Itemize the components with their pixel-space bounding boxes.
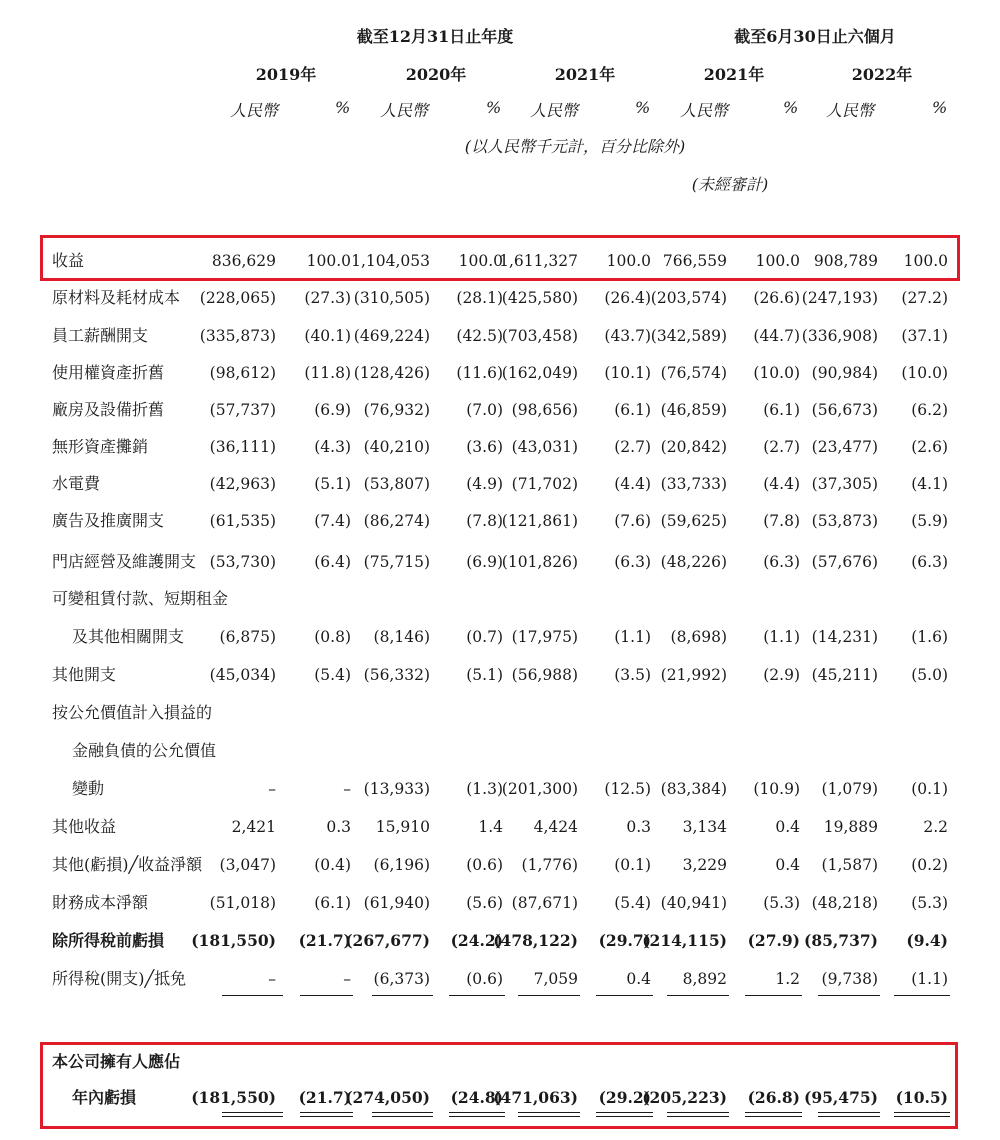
table-cell: (10.0) bbox=[901, 364, 948, 382]
table-cell: (181,550) bbox=[191, 931, 276, 950]
row-label: 按公允價值計入損益的 bbox=[52, 703, 213, 722]
row-label: 收益 bbox=[52, 251, 85, 270]
row-label: 金融負債的公允價值 bbox=[72, 741, 217, 760]
table-row bbox=[0, 812, 1000, 842]
table-cell: (128,426) bbox=[353, 364, 430, 382]
table-row bbox=[0, 622, 1000, 652]
table-cell: (17,975) bbox=[511, 628, 578, 646]
table-cell: (247,193) bbox=[801, 289, 878, 307]
table-cell: (6.3) bbox=[614, 553, 651, 571]
table-cell: (478,122) bbox=[493, 931, 578, 950]
subtotal-underline bbox=[518, 995, 580, 996]
table-cell: (21,992) bbox=[660, 666, 727, 684]
unit-pct-label: % bbox=[783, 98, 799, 117]
table-cell: (45,034) bbox=[209, 666, 276, 684]
table-cell: (6,875) bbox=[219, 628, 276, 646]
table-row bbox=[0, 850, 1000, 880]
table-cell: (71,702) bbox=[511, 475, 578, 493]
table-cell: (5.6) bbox=[466, 894, 503, 912]
table-cell: (6.1) bbox=[314, 894, 351, 912]
table-cell: (5.0) bbox=[911, 666, 948, 684]
row-label: 本公司擁有人應佔 bbox=[52, 1052, 181, 1071]
table-cell: (425,580) bbox=[501, 289, 578, 307]
table-cell: (48,226) bbox=[660, 553, 727, 571]
table-cell: (6,196) bbox=[373, 856, 430, 874]
row-label: 除所得稅前虧損 bbox=[52, 931, 165, 950]
table-cell: (7.0) bbox=[466, 401, 503, 419]
table-cell: (29.2) bbox=[598, 1088, 651, 1107]
row-label: 廣告及推廣開支 bbox=[52, 511, 165, 530]
table-cell: (335,873) bbox=[199, 327, 276, 345]
table-cell: 836,629 bbox=[211, 252, 276, 270]
period-full-year: 截至12月31日止年度 bbox=[356, 27, 514, 46]
table-cell: 2.2 bbox=[923, 818, 948, 836]
table-cell: 1,611,327 bbox=[499, 252, 578, 270]
table-cell: (46,859) bbox=[660, 401, 727, 419]
table-row bbox=[0, 283, 1000, 313]
table-cell: (45,211) bbox=[811, 666, 878, 684]
subtotal-underline bbox=[667, 995, 729, 996]
year-header: 2019年 bbox=[255, 65, 317, 84]
table-cell: (76,574) bbox=[660, 364, 727, 382]
table-cell: (51,018) bbox=[209, 894, 276, 912]
table-row bbox=[0, 698, 1000, 728]
table-cell: (21.7) bbox=[298, 931, 351, 950]
table-row bbox=[0, 736, 1000, 766]
row-label: 年內虧損 bbox=[72, 1088, 137, 1107]
table-cell: (44.7) bbox=[753, 327, 800, 345]
table-cell: (3.5) bbox=[614, 666, 651, 684]
table-cell: 0.4 bbox=[775, 856, 800, 874]
table-cell: (6.1) bbox=[763, 401, 800, 419]
table-row bbox=[0, 660, 1000, 690]
row-label: 其他(虧損)╱收益淨額 bbox=[52, 855, 203, 874]
table-cell: (53,730) bbox=[209, 553, 276, 571]
table-cell: (26.8) bbox=[747, 1088, 800, 1107]
table-cell: 0.3 bbox=[626, 818, 651, 836]
table-cell: – bbox=[268, 780, 276, 798]
table-row bbox=[0, 888, 1000, 918]
table-cell: (87,671) bbox=[511, 894, 578, 912]
table-cell: (10.0) bbox=[753, 364, 800, 382]
table-cell: (9,738) bbox=[821, 970, 878, 988]
table-cell: (56,332) bbox=[363, 666, 430, 684]
table-cell: (0.4) bbox=[314, 856, 351, 874]
table-cell: 908,789 bbox=[813, 252, 878, 270]
table-cell: (121,861) bbox=[501, 512, 578, 530]
table-cell: (40.1) bbox=[304, 327, 351, 345]
table-cell: 1.4 bbox=[478, 818, 503, 836]
table-cell: (76,932) bbox=[363, 401, 430, 419]
unit-pct-label: % bbox=[635, 98, 651, 117]
row-label: 水電費 bbox=[52, 474, 101, 493]
row-label: 門店經營及維護開支 bbox=[52, 552, 197, 571]
table-cell: (703,458) bbox=[501, 327, 578, 345]
table-cell: (162,049) bbox=[501, 364, 578, 382]
table-cell: (5.3) bbox=[911, 894, 948, 912]
table-cell: (5.9) bbox=[911, 512, 948, 530]
table-cell: (5.1) bbox=[466, 666, 503, 684]
table-cell: (13,933) bbox=[363, 780, 430, 798]
table-cell: (6.1) bbox=[614, 401, 651, 419]
table-cell: (2.9) bbox=[763, 666, 800, 684]
table-cell: (4.4) bbox=[614, 475, 651, 493]
highlight-box-loss-for-year bbox=[40, 1042, 958, 1129]
table-cell: (40,210) bbox=[363, 438, 430, 456]
table-row bbox=[0, 358, 1000, 388]
table-cell: 766,559 bbox=[662, 252, 727, 270]
table-cell: 0.4 bbox=[626, 970, 651, 988]
table-cell: (7.6) bbox=[614, 512, 651, 530]
table-cell: (6,373) bbox=[373, 970, 430, 988]
table-cell: (6.4) bbox=[314, 553, 351, 571]
table-cell: (9.4) bbox=[906, 931, 948, 950]
table-cell: (57,676) bbox=[811, 553, 878, 571]
table-row bbox=[0, 926, 1000, 956]
table-row bbox=[0, 964, 1000, 994]
table-cell: (40,941) bbox=[660, 894, 727, 912]
table-cell: (61,535) bbox=[209, 512, 276, 530]
table-cell: 19,889 bbox=[823, 818, 878, 836]
row-label: 無形資產攤銷 bbox=[52, 437, 149, 456]
table-cell: (90,984) bbox=[811, 364, 878, 382]
table-cell: (6.9) bbox=[314, 401, 351, 419]
table-cell: (75,715) bbox=[363, 553, 430, 571]
year-header: 2021年 bbox=[703, 65, 765, 84]
table-cell: (27.3) bbox=[304, 289, 351, 307]
table-cell: (6.9) bbox=[466, 553, 503, 571]
table-cell: (53,873) bbox=[811, 512, 878, 530]
row-label: 廠房及設備折舊 bbox=[52, 400, 165, 419]
subtotal-underline bbox=[300, 995, 353, 996]
period-six-months: 截至6月30日止六個月 bbox=[734, 27, 896, 46]
table-cell: (61,940) bbox=[363, 894, 430, 912]
table-cell: (85,737) bbox=[804, 931, 878, 950]
table-cell: (0.2) bbox=[911, 856, 948, 874]
table-cell: (203,574) bbox=[650, 289, 727, 307]
row-label: 變動 bbox=[72, 779, 105, 798]
table-cell: (469,224) bbox=[353, 327, 430, 345]
table-cell: (42,963) bbox=[209, 475, 276, 493]
table-cell: (23,477) bbox=[811, 438, 878, 456]
table-cell: (42.5) bbox=[456, 327, 503, 345]
row-label: 及其他相關開支 bbox=[72, 627, 185, 646]
table-cell: (29.7) bbox=[598, 931, 651, 950]
unit-rmb-label: 人民幣 bbox=[230, 101, 279, 120]
table-cell: (5.4) bbox=[314, 666, 351, 684]
table-cell: 0.3 bbox=[326, 818, 351, 836]
table-row bbox=[0, 395, 1000, 425]
table-cell: (10.1) bbox=[604, 364, 651, 382]
table-cell: 100.0 bbox=[755, 252, 800, 270]
row-label: 財務成本淨額 bbox=[52, 893, 149, 912]
table-cell: (4.3) bbox=[314, 438, 351, 456]
table-cell: (43.7) bbox=[604, 327, 651, 345]
table-cell: (6.2) bbox=[911, 401, 948, 419]
unit-rmb-label: 人民幣 bbox=[380, 101, 429, 120]
table-cell: (1,079) bbox=[821, 780, 878, 798]
year-header: 2022年 bbox=[851, 65, 913, 84]
subtotal-underline bbox=[372, 995, 433, 996]
table-cell: (336,908) bbox=[801, 327, 878, 345]
row-label: 員工薪酬開支 bbox=[52, 326, 149, 345]
row-label: 其他開支 bbox=[52, 665, 117, 684]
table-cell: (86,274) bbox=[363, 512, 430, 530]
table-row bbox=[0, 774, 1000, 804]
table-cell: (201,300) bbox=[501, 780, 578, 798]
table-cell: (36,111) bbox=[209, 438, 276, 456]
table-cell: (228,065) bbox=[199, 289, 276, 307]
table-cell: (7.8) bbox=[466, 512, 503, 530]
unit-rmb-label: 人民幣 bbox=[530, 101, 579, 120]
table-cell: – bbox=[343, 780, 351, 798]
table-row bbox=[0, 321, 1000, 351]
table-cell: – bbox=[268, 970, 276, 988]
subtotal-underline bbox=[222, 995, 283, 996]
row-label: 其他收益 bbox=[52, 817, 117, 836]
table-cell: (0.7) bbox=[466, 628, 503, 646]
table-cell: (59,625) bbox=[660, 512, 727, 530]
table-cell: (0.8) bbox=[314, 628, 351, 646]
table-row bbox=[0, 432, 1000, 462]
table-cell: (5.4) bbox=[614, 894, 651, 912]
table-cell: (95,475) bbox=[804, 1088, 878, 1107]
unit-pct-label: % bbox=[932, 98, 948, 117]
table-cell: (181,550) bbox=[191, 1088, 276, 1107]
subtotal-underline bbox=[894, 995, 950, 996]
table-cell: 0.4 bbox=[775, 818, 800, 836]
table-cell: (26.6) bbox=[753, 289, 800, 307]
table-cell: (83,384) bbox=[660, 780, 727, 798]
table-cell: (98,656) bbox=[511, 401, 578, 419]
table-cell: (342,589) bbox=[650, 327, 727, 345]
table-cell: (56,988) bbox=[511, 666, 578, 684]
table-cell: (0.1) bbox=[911, 780, 948, 798]
table-cell: (1.1) bbox=[911, 970, 948, 988]
table-cell: (28.1) bbox=[456, 289, 503, 307]
table-row bbox=[0, 547, 1000, 577]
table-row bbox=[0, 584, 1000, 614]
table-cell: (1.1) bbox=[614, 628, 651, 646]
table-cell: 3,229 bbox=[682, 856, 727, 874]
table-cell: (0.6) bbox=[466, 856, 503, 874]
subtotal-underline bbox=[818, 995, 880, 996]
row-label: 可變租賃付款、短期租金 bbox=[52, 589, 229, 608]
note-units: (以人民幣千元計，百分比除外) bbox=[464, 137, 686, 156]
table-cell: (1,587) bbox=[821, 856, 878, 874]
table-cell: (27.2) bbox=[901, 289, 948, 307]
table-cell: (6.3) bbox=[763, 553, 800, 571]
table-cell: 1,104,053 bbox=[351, 252, 430, 270]
year-header: 2021年 bbox=[554, 65, 616, 84]
row-label: 使用權資產折舊 bbox=[52, 363, 165, 382]
table-cell: (7.8) bbox=[763, 512, 800, 530]
unit-pct-label: % bbox=[486, 98, 502, 117]
table-cell: (4.1) bbox=[911, 475, 948, 493]
table-cell: (205,223) bbox=[642, 1088, 727, 1107]
table-cell: (33,733) bbox=[660, 475, 727, 493]
highlight-box-revenue bbox=[40, 235, 960, 281]
table-cell: (214,115) bbox=[642, 931, 727, 950]
table-cell: (10.9) bbox=[753, 780, 800, 798]
table-cell: (3,047) bbox=[219, 856, 276, 874]
unit-rmb-label: 人民幣 bbox=[680, 101, 729, 120]
table-cell: 4,424 bbox=[533, 818, 578, 836]
table-cell: (20,842) bbox=[660, 438, 727, 456]
row-label: 原材料及耗材成本 bbox=[52, 288, 181, 307]
table-cell: (11.8) bbox=[304, 364, 351, 382]
table-cell: (24.2) bbox=[450, 931, 503, 950]
table-cell: (26.4) bbox=[604, 289, 651, 307]
subtotal-underline bbox=[745, 995, 802, 996]
table-cell: – bbox=[343, 970, 351, 988]
table-cell: 100.0 bbox=[606, 252, 651, 270]
table-cell: (1,776) bbox=[521, 856, 578, 874]
table-cell: (1.1) bbox=[763, 628, 800, 646]
table-row bbox=[0, 506, 1000, 536]
row-label: 所得稅(開支)╱抵免 bbox=[52, 969, 187, 988]
table-cell: (1.6) bbox=[911, 628, 948, 646]
table-cell: (4.4) bbox=[763, 475, 800, 493]
table-cell: (12.5) bbox=[604, 780, 651, 798]
year-header: 2020年 bbox=[405, 65, 467, 84]
table-cell: (101,826) bbox=[501, 553, 578, 571]
table-cell: (274,050) bbox=[345, 1088, 430, 1107]
table-cell: (5.3) bbox=[763, 894, 800, 912]
table-cell: 8,892 bbox=[682, 970, 727, 988]
table-cell: (14,231) bbox=[811, 628, 878, 646]
table-cell: (37.1) bbox=[901, 327, 948, 345]
table-cell: (5.1) bbox=[314, 475, 351, 493]
table-cell: (48,218) bbox=[811, 894, 878, 912]
table-cell: (2.7) bbox=[614, 438, 651, 456]
table-cell: (471,063) bbox=[493, 1088, 578, 1107]
note-unaudited: (未經審計) bbox=[691, 175, 769, 194]
table-cell: (21.7) bbox=[298, 1088, 351, 1107]
table-cell: (53,807) bbox=[363, 475, 430, 493]
subtotal-underline bbox=[596, 995, 653, 996]
table-cell: (11.6) bbox=[456, 364, 503, 382]
table-cell: (10.5) bbox=[895, 1088, 948, 1107]
table-cell: 3,134 bbox=[682, 818, 727, 836]
table-cell: (27.9) bbox=[747, 931, 800, 950]
table-cell: (56,673) bbox=[811, 401, 878, 419]
table-cell: (3.6) bbox=[466, 438, 503, 456]
table-cell: (8,698) bbox=[670, 628, 727, 646]
table-cell: 100.0 bbox=[903, 252, 948, 270]
table-cell: 2,421 bbox=[231, 818, 276, 836]
table-cell: 1.2 bbox=[775, 970, 800, 988]
table-cell: (24.8) bbox=[450, 1088, 503, 1107]
subtotal-underline bbox=[449, 995, 505, 996]
table-cell: (267,677) bbox=[345, 931, 430, 950]
table-cell: (57,737) bbox=[209, 401, 276, 419]
table-cell: (43,031) bbox=[511, 438, 578, 456]
table-cell: 100.0 bbox=[306, 252, 351, 270]
unit-pct-label: % bbox=[335, 98, 351, 117]
table-row bbox=[0, 469, 1000, 499]
table-cell: (8,146) bbox=[373, 628, 430, 646]
table-cell: (98,612) bbox=[209, 364, 276, 382]
table-cell: (310,505) bbox=[353, 289, 430, 307]
unit-rmb-label: 人民幣 bbox=[826, 101, 875, 120]
table-cell: 15,910 bbox=[375, 818, 430, 836]
table-cell: (7.4) bbox=[314, 512, 351, 530]
table-cell: (2.6) bbox=[911, 438, 948, 456]
table-cell: (0.6) bbox=[466, 970, 503, 988]
table-cell: 100.0 bbox=[458, 252, 503, 270]
table-cell: (6.3) bbox=[911, 553, 948, 571]
table-cell: (4.9) bbox=[466, 475, 503, 493]
table-cell: (0.1) bbox=[614, 856, 651, 874]
table-cell: (37,305) bbox=[811, 475, 878, 493]
table-cell: (2.7) bbox=[763, 438, 800, 456]
table-cell: 7,059 bbox=[533, 970, 578, 988]
table-cell: (1.3) bbox=[466, 780, 503, 798]
